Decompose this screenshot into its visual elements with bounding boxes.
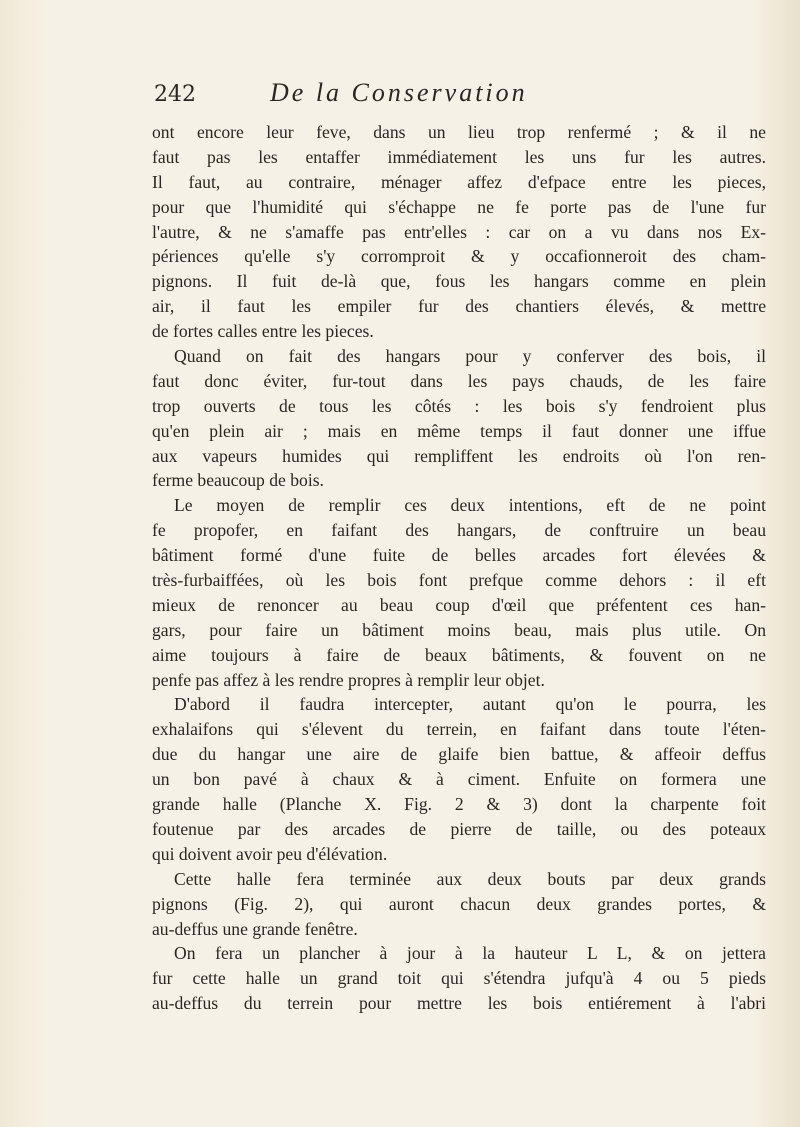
text-line: Cette halle fera terminée aux deux bouts par deux grands	[174, 868, 766, 889]
text-line: aux vapeurs humides qui rempliffent les endroits où l'on ren-	[152, 445, 766, 466]
text-line: au-deffus une grande fenêtre.	[152, 918, 358, 939]
body-text	[152, 120, 766, 1016]
text-line: qui doivent avoir peu d'élévation.	[152, 843, 388, 864]
text-line: Quand on fait des hangars pour y conferver des bois, il	[174, 346, 766, 367]
running-title: De la Conservation	[270, 78, 528, 107]
text-line: fur cette halle un grand toit qui s'étendra jufqu'à 4 ou 5 pieds	[152, 968, 766, 989]
text-line: un bon pavé à chaux & à ciment. Enfuite on formera une	[152, 769, 766, 790]
text-line: D'abord il faudra intercepter, autant qu'on le pourra, les	[174, 694, 766, 715]
text-line: air, il faut les empiler fur des chantiers élevés, & mettre	[152, 296, 766, 317]
page-number: 242	[154, 82, 196, 107]
text-line: ferme beaucoup de bois.	[152, 470, 324, 491]
text-line: Il faut, au contraire, ménager affez d'efpace entre les pieces,	[152, 171, 766, 192]
text-line: due du hangar une aire de glaife bien battue, & affeoir deffus	[152, 744, 766, 765]
text-line: ont encore leur feve, dans un lieu trop renfermé ; & il ne	[152, 122, 766, 142]
text-line: gars, pour faire un bâtiment moins beau, mais plus utile. On	[152, 619, 766, 640]
text-line: aime toujours à faire de beaux bâtiments, & fouvent on ne	[152, 644, 766, 665]
text-line: exhalaifons qui s'élevent du terrein, en faifant dans toute l'éten-	[152, 719, 766, 740]
text-line: trop ouverts de tous les côtés : les bois s'y fendroient plus	[152, 395, 766, 416]
text-line: l'autre, & ne s'amaffe pas entr'elles : car on a vu dans nos Ex-	[152, 221, 766, 242]
text-line: au-deffus du terrein pour mettre les bois entiérement à l'abri	[152, 993, 766, 1014]
text-line: très-furbaiffées, où les bois font prefque comme dehors : il eft	[152, 570, 766, 591]
text-line: qu'en plein air ; mais en même temps il faut donner une iffue	[152, 420, 766, 441]
text-line: fe propofer, en faifant des hangars, de conftruire un beau	[152, 520, 766, 541]
text-line: mieux de renoncer au beau coup d'œil que préfentent ces han-	[152, 594, 766, 615]
text-line: penfe pas affez à les rendre propres à remplir leur objet.	[152, 669, 545, 690]
text-line: Le moyen de remplir ces deux intentions, eft de ne point	[174, 495, 766, 516]
text-line: périences qu'elle s'y corromproit & y occafionneroit des cham-	[152, 246, 766, 267]
text-line: faut donc éviter, fur-tout dans les pays chauds, de les faire	[152, 370, 766, 391]
text-line: bâtiment formé d'une fuite de belles arcades fort élevées &	[152, 545, 766, 566]
text-line: On fera un plancher à jour à la hauteur L L, & on jettera	[174, 943, 766, 964]
text-line: de fortes calles entre les pieces.	[152, 321, 374, 342]
text-line: pour que l'humidité qui s'échappe ne fe porte pas de l'une fur	[152, 196, 766, 217]
text-line: foutenue par des arcades de pierre de taille, ou des poteaux	[152, 818, 766, 839]
page-header	[150, 76, 760, 116]
text-line: pignons (Fig. 2), qui auront chacun deux grandes portes, &	[152, 893, 766, 914]
text-line: faut pas les entaffer immédiatement les uns fur les autres.	[152, 146, 766, 167]
text-line: grande halle (Planche X. Fig. 2 & 3) dont la charpente foit	[152, 794, 766, 815]
text-line: pignons. Il fuit de-là que, fous les hangars comme en plein	[152, 271, 766, 292]
